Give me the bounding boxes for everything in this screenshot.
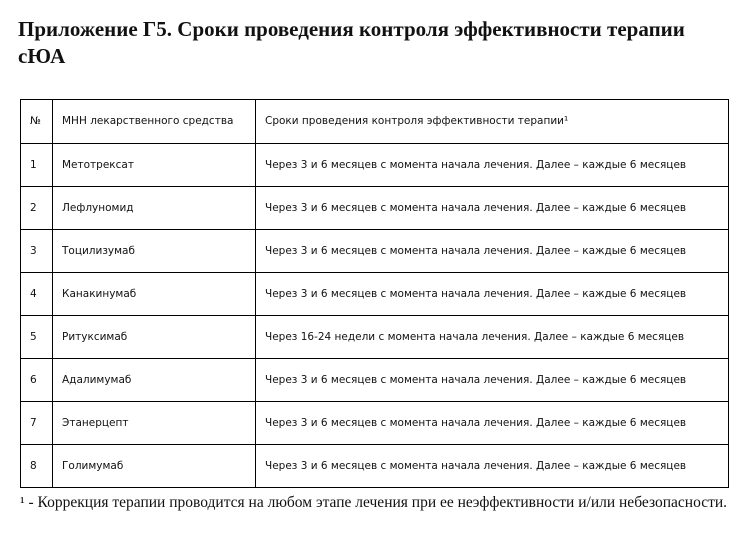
row-number: 2 xyxy=(21,187,53,230)
table-row xyxy=(21,316,729,359)
header-number: № xyxy=(21,100,53,144)
control-timing: Через 3 и 6 месяцев с момента начала лечения. Далее – каждые 6 месяцев xyxy=(256,273,729,316)
drug-name: Ритуксимаб xyxy=(53,316,256,359)
table-header-row xyxy=(21,100,729,144)
row-number: 3 xyxy=(21,230,53,273)
drug-name: Канакинумаб xyxy=(53,273,256,316)
table-row xyxy=(21,359,729,402)
header-drug-name-label: МНН лекарственного средства xyxy=(62,115,234,127)
table-row xyxy=(21,402,729,445)
drug-name: Лефлуномид xyxy=(53,187,256,230)
control-timing: Через 3 и 6 месяцев с момента начала лечения. Далее – каждые 6 месяцев xyxy=(256,445,729,488)
table-row xyxy=(21,187,729,230)
footnote: ¹ - Коррекция терапии проводится на любом этапе лечения при ее неэффективности и/или небезопасности. xyxy=(20,494,728,511)
row-number: 8 xyxy=(21,445,53,488)
control-timing: Через 3 и 6 месяцев с момента начала лечения. Далее – каждые 6 месяцев xyxy=(256,230,729,273)
control-timing: Через 3 и 6 месяцев с момента начала лечения. Далее – каждые 6 месяцев xyxy=(256,144,729,187)
drug-name: Голимумаб xyxy=(53,445,256,488)
row-number: 7 xyxy=(21,402,53,445)
control-timing: Через 3 и 6 месяцев с момента начала лечения. Далее – каждые 6 месяцев xyxy=(256,187,729,230)
control-schedule-table xyxy=(20,99,729,488)
row-number: 5 xyxy=(21,316,53,359)
drug-name: Метотрексат xyxy=(53,144,256,187)
drug-name: Тоцилизумаб xyxy=(53,230,256,273)
table-row xyxy=(21,445,729,488)
row-number: 1 xyxy=(21,144,53,187)
drug-name: Адалимумаб xyxy=(53,359,256,402)
control-timing: Через 16-24 недели с момента начала лечения. Далее – каждые 6 месяцев xyxy=(256,316,729,359)
control-timing: Через 3 и 6 месяцев с момента начала лечения. Далее – каждые 6 месяцев xyxy=(256,359,729,402)
drug-name: Этанерцепт xyxy=(53,402,256,445)
table-row xyxy=(21,144,729,187)
row-number: 6 xyxy=(21,359,53,402)
control-timing: Через 3 и 6 месяцев с момента начала лечения. Далее – каждые 6 месяцев xyxy=(256,402,729,445)
header-control-timing: Сроки проведения контроля эффективности терапии¹ xyxy=(256,100,729,144)
row-number: 4 xyxy=(21,273,53,316)
table-row xyxy=(21,273,729,316)
header-drug-name xyxy=(53,100,256,144)
table-body xyxy=(21,144,729,488)
page-title: Приложение Г5. Сроки проведения контроля эффективности терапии сЮА xyxy=(18,17,685,68)
table-row xyxy=(21,230,729,273)
